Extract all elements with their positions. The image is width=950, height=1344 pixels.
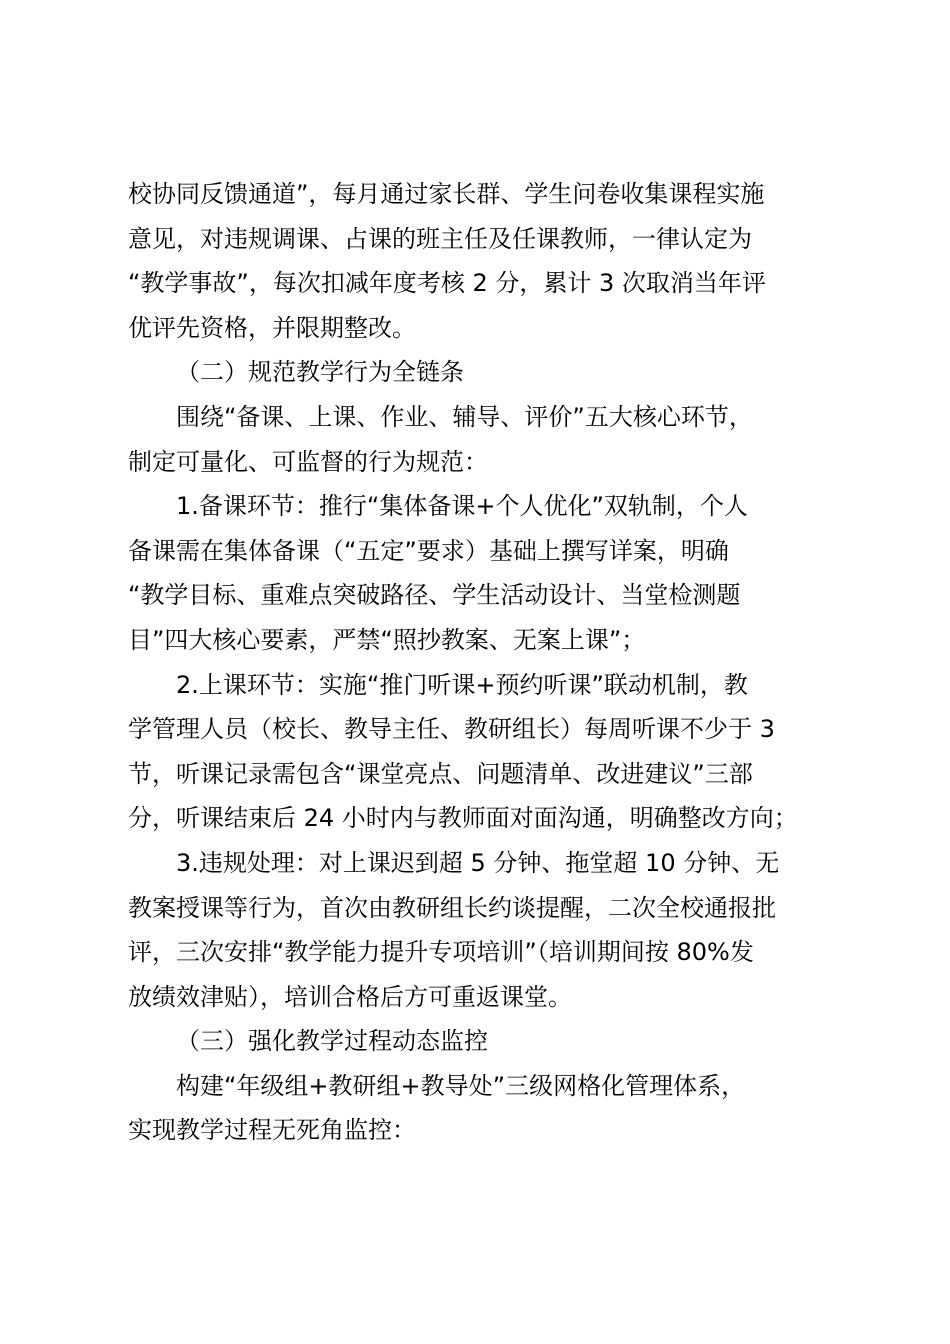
- paragraph-item-1: [128, 484, 833, 662]
- text-line: 3.违规处理：对上课迟到超 5 分钟、拖堂超 10 分钟、无: [176, 848, 780, 877]
- text-line: 教案授课等行为，首次由教研组长约谈提醒，二次全校通报批: [128, 893, 776, 922]
- section-heading-2: [128, 350, 833, 395]
- text-line: 节，听课记录需包含“课堂亮点、问题清单、改进建议”三部: [128, 759, 753, 788]
- text-line: 分，听课结束后 24 小时内与教师面对面沟通，明确整改方向；: [128, 804, 798, 833]
- heading-text: （三）强化教学过程动态监控: [176, 1027, 488, 1056]
- text-line: 目”四大核心要素，严禁“照抄教案、无案上课”；: [128, 625, 646, 654]
- text-line: 评，三次安排“教学能力提升专项培训”（培训期间按 80%发: [128, 938, 754, 967]
- text-line: 实现教学过程无死角监控：: [128, 1116, 416, 1145]
- text-line: 围绕“备课、上课、作业、辅导、评价”五大核心环节，: [176, 402, 753, 431]
- text-line: 优评先资格，并限期整改。: [128, 313, 416, 342]
- text-line: 备课需在集体备课（“五定”要求）基础上撰写详案，明确: [128, 536, 729, 565]
- text-line: 学管理人员（校长、教导主任、教研组长）每周听课不少于 3: [128, 715, 775, 744]
- paragraph-intro-2: [128, 395, 833, 484]
- text-line: 1.备课环节：推行“集体备课+个人优化”双轨制，个人: [176, 492, 748, 521]
- text-line: 意见，对违规调课、占课的班主任及任课教师，一律认定为: [128, 224, 752, 253]
- paragraph-intro-3: [128, 1064, 833, 1153]
- heading-text: （二）规范教学行为全链条: [176, 358, 464, 387]
- section-heading-3: [128, 1019, 833, 1064]
- paragraph-item-3: [128, 841, 833, 1019]
- document-body: [128, 172, 833, 1153]
- paragraph-continuation: [128, 172, 833, 350]
- text-line: “教学目标、重难点突破路径、学生活动设计、当堂检测题: [128, 581, 741, 610]
- text-line: 校协同反馈通道”，每月通过家长群、学生问卷收集课程实施: [128, 180, 765, 208]
- text-line: 构建“年级组+教研组+教导处”三级网格化管理体系，: [176, 1071, 746, 1100]
- text-line: 放绩效津贴），培训合格后方可重返课堂。: [128, 982, 572, 1011]
- text-line: “教学事故”，每次扣减年度考核 2 分，累计 3 次取消当年评: [128, 269, 766, 298]
- paragraph-item-2: [128, 663, 833, 841]
- text-line: 2.上课环节：实施“推门听课+预约听课”联动机制，教: [176, 670, 748, 699]
- text-line: 制定可量化、可监督的行为规范：: [128, 447, 488, 476]
